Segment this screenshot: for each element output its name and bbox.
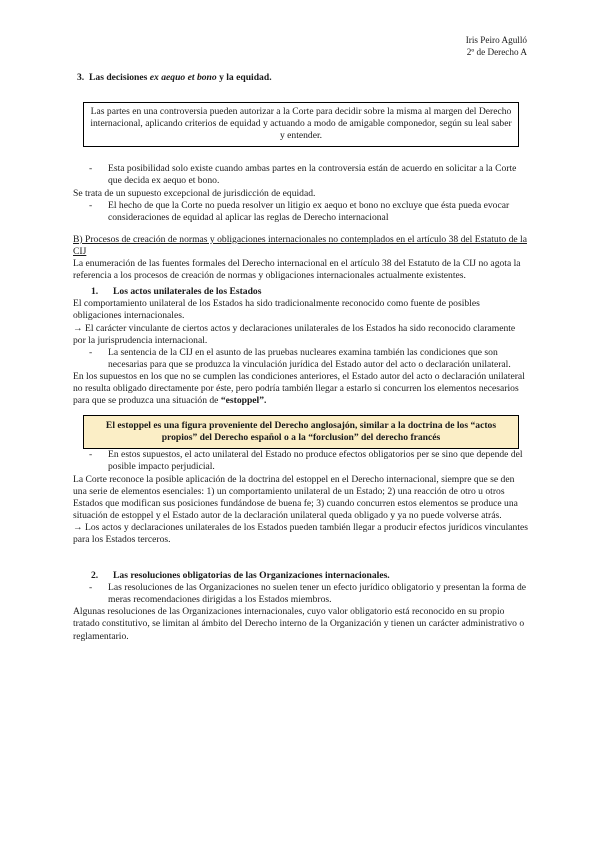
estoppel-term: “estoppel”. (220, 395, 267, 407)
subsection-2-heading (91, 570, 529, 582)
paragraph-text: En los supuestos en los que no se cumplen las condiciones anteriores, el Estado autor del acto o declaración unilateral no resulta obligado directamente por éste, pero podría también llegar a estarlo si concurren los elementos necesarios para que se produzca una situación de (73, 370, 525, 407)
page-header (466, 34, 527, 58)
paragraph: La enumeración de las fuentes formales del Derecho internacional en el artículo 38 del Estatuto de la CIJ no agota la referencia a los procesos de creación de normas y obligaciones internacionales actualmente existentes. (73, 258, 521, 282)
bullet-item (89, 347, 529, 371)
subsection-2-title: Las resoluciones obligatorias de las Organizaciones internacionales. (113, 570, 390, 582)
course-name: 2º de Derecho A (466, 47, 527, 57)
highlight-box-estoppel: El estoppel es una figura proveniente del Derecho anglosajón, similar a la doctrina de los “actos propios” del Derecho español o a la “forclusion” del derecho francés (83, 415, 519, 449)
bullet-text: La sentencia de la CIJ en el asunto de las pruebas nucleares examina también las condiciones que son necesarias para que se produzca la vinculación jurídica del Estado autor del acto o declaración unilateral. (108, 346, 511, 370)
bullet-dash: - (89, 346, 93, 358)
paragraph: El comportamiento unilateral de los Estados ha sido tradicionalmente reconocido como fuente de posibles obligaciones internacionales. (73, 298, 480, 322)
bullet-dash: - (89, 163, 93, 175)
document-body (73, 72, 529, 643)
paragraph: La Corte reconoce la posible aplicación de la doctrina del estoppel en el Derecho internacional, siempre que se den una serie de elementos esenciales: 1) un comportamiento unilateral de un Estado; 2) una reacción de otro u otros Estados que modifican sus posiciones fundándose de buena fe; 3) cuando concurren estos elementos se produce una situación de estoppel y el Estado autor de la declaración unilateral queda obligado y ya no puede volverse atrás. (73, 473, 518, 521)
bullet-text: En estos supuestos, el acto unilateral del Estado no produce efectos obligatorios per se sino que depende del posible impacto perjudicial. (108, 449, 523, 473)
bullet-text: Las resoluciones de las Organizaciones no suelen tener un efecto jurídico obligatorio y presentan la forma de meras recomendaciones dirigidas a los Estados miembros. (108, 582, 527, 606)
bullet-text: El hecho de que la Corte no pueda resolver un litigio ex aequo et bono no excluye que ésta pueda evocar consideraciones de equidad al aplicar las reglas de Derecho internacional (108, 199, 510, 223)
paragraph: → Los actos y declaraciones unilaterales de los Estados pueden también llegar a producir efectos jurídicos vinculantes para los Estados terceros. (73, 521, 529, 545)
subsection-1-title: Los actos unilaterales de los Estados (113, 286, 262, 298)
section-3-heading (77, 72, 529, 84)
paragraph: Se trata de un supuesto excepcional de jurisdicción de equidad. (73, 187, 316, 199)
section-3-title-post: y la equidad. (216, 72, 272, 83)
bullet-item (89, 449, 529, 473)
bullet-item (89, 163, 529, 187)
subsection-1-heading (91, 286, 529, 298)
paragraph: Algunas resoluciones de las Organizaciones internacionales, cuyo valor obligatorio está reconocido en su propio tratado constitutivo, se limitan al ámbito del Derecho interno de la Organización y tienen un carácter administrativo o reglamentario. (73, 606, 525, 642)
definition-box-equity: Las partes en una controversia pueden autorizar a la Corte para decidir sobre la misma al margen del Derecho internacional, aplicando criterios de equidad y actuando a modo de amigable componedor, según su leal saber y entender. (83, 102, 519, 147)
paragraph (73, 371, 529, 407)
bullet-text: Esta posibilidad solo existe cuando ambas partes en la controversia están de acuerdo en solicitar a la Corte que decida ex aequo et bono. (108, 163, 517, 187)
section-3-title-pre: Las decisiones (89, 72, 150, 83)
bullet-item (89, 582, 529, 606)
section-3-title-italic: ex aequo et bono (149, 72, 217, 83)
author-name: Iris Peiro Agulló (465, 35, 527, 45)
paragraph: → El carácter vinculante de ciertos actos y declaraciones unilaterales de los Estados ha sido reconocido claramente por la jurisprudencia internacional. (73, 322, 516, 346)
bullet-dash: - (89, 449, 93, 461)
section-b-heading: B) Procesos de creación de normas y obligaciones internacionales no contemplados en el artículo 38 del Estatuto de la CIJ (73, 233, 527, 257)
subsection-2-number: 2. (91, 570, 99, 582)
bullet-dash: - (89, 199, 93, 211)
bullet-item (89, 200, 529, 224)
bullet-dash: - (89, 582, 93, 594)
section-3-number: 3. (77, 72, 85, 83)
subsection-1-number: 1. (91, 286, 99, 298)
